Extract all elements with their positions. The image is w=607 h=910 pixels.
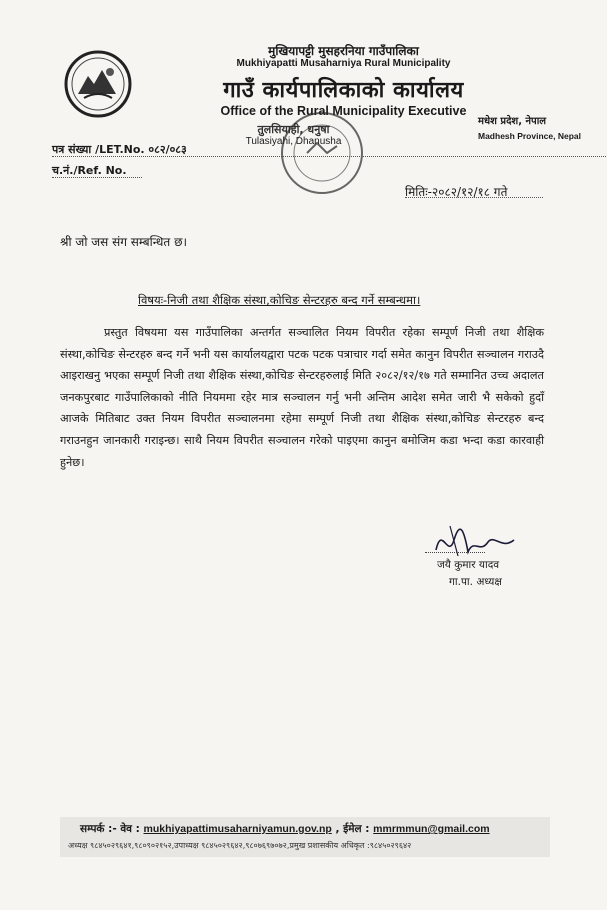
divider	[52, 177, 142, 178]
signatory-name: जयै कुमार यादव	[437, 559, 500, 571]
footer-email-label: , ईमेल :	[335, 823, 370, 835]
province-en: Madhesh Province, Nepal	[478, 131, 581, 141]
location-np: तुलसियाही, धनुषा	[257, 123, 330, 136]
divider	[52, 156, 607, 157]
office-title-np: गाउँ कार्यपालिकाको कार्यालय	[223, 78, 464, 103]
reference-number: च.नं./Ref. No.	[52, 164, 127, 177]
letter-date: मितिः-२०८२/१२/१८ गते	[405, 185, 508, 199]
footer-contact-prefix: सम्पर्क :- वेव :	[80, 823, 140, 835]
subject-line: विषयः-निजी तथा शैक्षिक संस्था,कोचिङ सेन्टरहरु बन्द गर्ने सम्बन्धमा।	[138, 293, 421, 307]
footer-phones: अध्यक्ष ९८४५०२९६४१,९८०९०२१५२,उपाध्यक्ष ९८४५०२९६४२,९८०७६९७०७२,प्रमुख प्रशासकीय अधिकृत :९८४५०२९६४२	[68, 841, 412, 850]
letter-body: प्रस्तुत विषयमा यस गाउँपालिका अन्तर्गत सञ्चालित नियम विपरीत रहेका सम्पूर्ण निजी तथा शैक्षिक संस्था,कोचिङ सेन्टरहरु बन्द गर्ने भनी यस कार्यालयद्वारा पटक पटक पत्राचार गर्दा समेत कानुन विपरीत सञ्चालन गराउदै आइराखनु भएका सम्पूर्ण निजी तथा शैक्षिक संस्था,कोचिङ सेन्टरहरुलाई मिति २०८२/१२/१७ गते सम्मानित उच्च अदालत जनकपुरबाट गाउँपालिकाको नीति नियममा रहेर मात्र सञ्चालन गर्नु भनी अन्तिम आदेश समेत जारी भै सकेको हुदाँ आजके मितिबाट उक्त नियम विपरीत सञ्चालनमा रहेमा सम्पूर्ण निजी तथा शैक्षिक संस्था,कोचिङ सेन्टरहरु बन्द गराउनहुन जानकारी गराइन्छ। साथै नियम विपरीत सञ्चालन गरेको पाइएमा कानुन बमोजिम कडा भन्दा कडा कारवाही हुनेछ।	[60, 326, 544, 469]
salutation: श्री जो जस संग सम्बन्धित छ।	[60, 235, 188, 249]
footer-website-link[interactable]: mukhiyapattimusaharniyamun.gov.np	[143, 823, 332, 835]
footer-email-link[interactable]: mmrmmun@gmail.com	[373, 823, 490, 835]
municipality-name-en: Mukhiyapatti Musaharniya Rural Municipality	[236, 58, 451, 69]
municipality-name-np: मुखियापट्टी मुसहरनिया गाउँपालिका	[268, 44, 419, 58]
signatory-title: गा.पा. अध्यक्ष	[449, 576, 502, 588]
office-stamp-icon	[277, 108, 367, 198]
letter-number: पत्र संख्या /LET.No. ०८२/०८३	[52, 143, 187, 156]
province-np: मधेश प्रदेश, नेपाल	[478, 116, 547, 127]
location-en: Tulasiyahi, Dhanusha	[245, 136, 342, 147]
divider	[405, 197, 543, 198]
office-title-en: Office of the Rural Municipality Executive	[220, 104, 467, 118]
signature-line	[425, 552, 485, 553]
footer-contact	[80, 822, 490, 836]
